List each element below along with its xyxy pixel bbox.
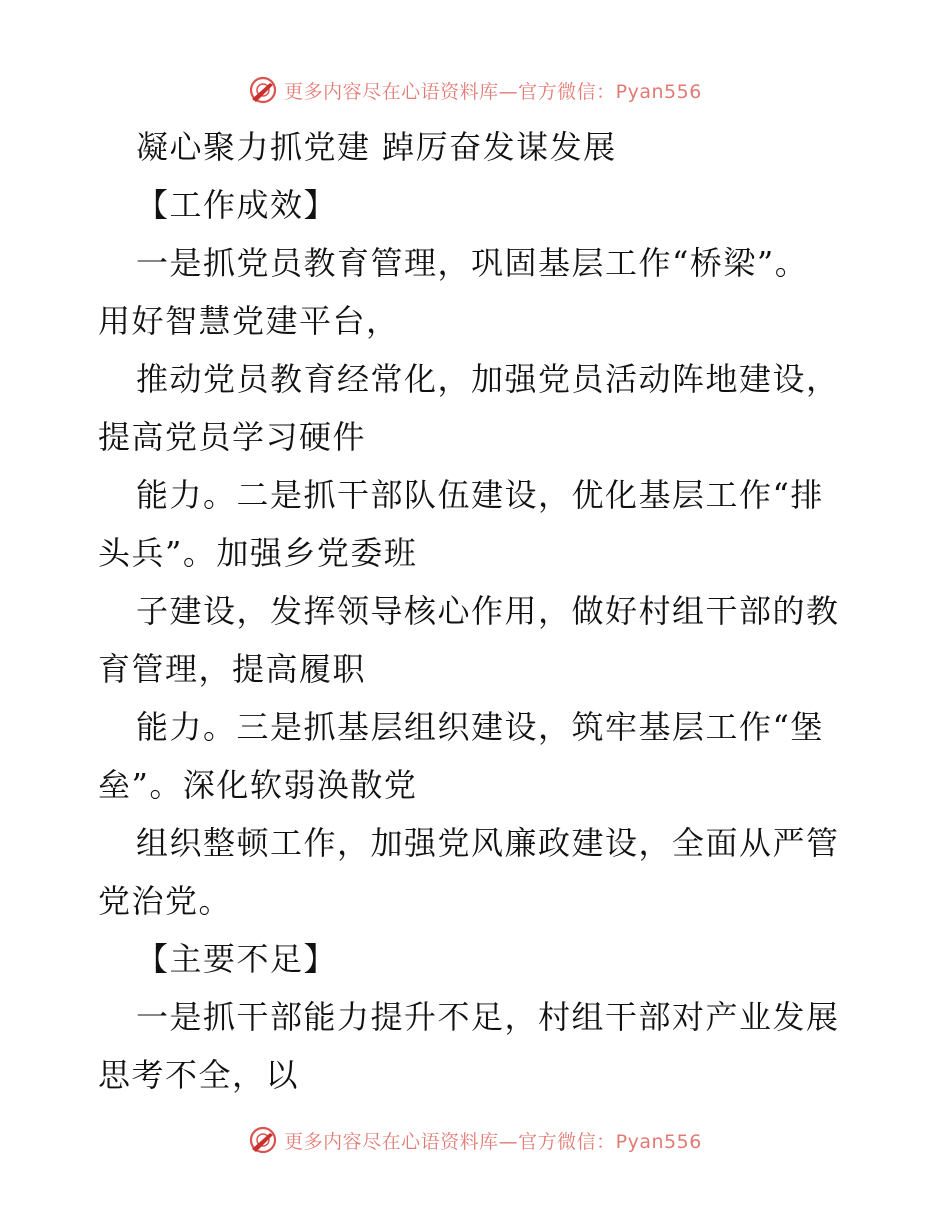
text-line: 党治党。 [98, 882, 233, 920]
text-line: 【主要不足】 [136, 940, 338, 978]
text-line: 子建设，发挥领导核心作用，做好村组干部的教 [136, 592, 840, 630]
brand-logo-icon [248, 1125, 278, 1155]
banner-text: 更多内容尽在心语资料库—官方微信：Pyan556 [284, 1130, 702, 1153]
text-line: 垒”。深化软弱涣散党 [98, 766, 418, 804]
paragraph-lines [98, 176, 858, 1104]
text-line: 思考不全，以 [98, 1056, 300, 1094]
text-line: 一是抓党员教育管理，巩固基层工作“桥梁”。 [136, 244, 809, 282]
text-line: 组织整顿工作，加强党风廉政建设，全面从严管 [136, 824, 840, 862]
banner-text: 更多内容尽在心语资料库—官方微信：Pyan556 [284, 80, 702, 103]
document-title: 凝心聚力抓党建 踔厉奋发谋发展 [136, 128, 617, 166]
text-line: 能力。三是抓基层组织建设，筑牢基层工作“堡 [136, 708, 824, 746]
text-line: 提高党员学习硬件 [98, 418, 367, 456]
footer-banner [0, 1120, 950, 1160]
text-line: 推动党员教育经常化，加强党员活动阵地建设， [136, 360, 840, 398]
text-line: 用好智慧党建平台， [98, 302, 400, 340]
text-line: 一是抓干部能力提升不足，村组干部对产业发展 [136, 998, 840, 1036]
document-body [98, 118, 858, 1104]
text-line: 头兵”。加强乡党委班 [98, 534, 418, 572]
text-line: 【工作成效】 [136, 186, 338, 224]
text-line: 育管理，提高履职 [98, 650, 367, 688]
header-banner [0, 70, 950, 110]
brand-logo-icon [248, 75, 278, 105]
text-line: 能力。二是抓干部队伍建设，优化基层工作“排 [136, 476, 824, 514]
